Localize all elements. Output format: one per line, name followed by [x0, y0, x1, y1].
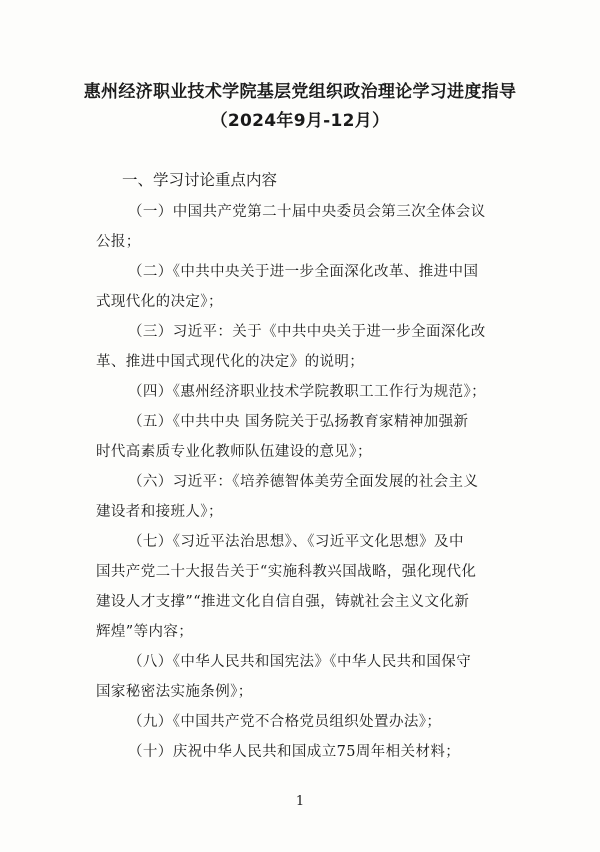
list-item: （一）中国共产党第二十届中央委员会第三次全体会议 [128, 204, 486, 220]
list-item: （二）《中共中央关于进一步全面深化改革、推进中国 [128, 264, 479, 280]
list-item-continuation: 国共产党二十大报告关于“实施科教兴国战略，强化现代化 [96, 564, 477, 580]
list-item-continuation: 国家秘密法实施条例》； [96, 684, 253, 700]
list-item: （九）《中国共产党不合格党员组织处置办法》； [128, 714, 442, 730]
list-item-continuation: 辉煌”等内容； [96, 624, 194, 640]
document-title: 惠州经济职业技术学院基层党组织政治理论学习进度指导 [83, 82, 517, 102]
list-item: （七）《习近平法治思想》、《习近平文化思想》及中 [128, 534, 464, 550]
list-item: （四）《惠州经济职业技术学院教职工工作行为规范》； [128, 384, 486, 400]
section-heading: 一、学习讨论重点内容 [122, 171, 278, 189]
list-item: （三）习近平：关于《中共中央关于进一步全面深化改 [128, 324, 486, 340]
list-item-continuation: 时代高素质专业化教师队伍建设的意见》； [96, 444, 372, 460]
list-item: （十）庆祝中华人民共和国成立75周年相关材料； [128, 744, 461, 760]
list-item-continuation: 式现代化的决定》； [96, 294, 223, 310]
list-item-continuation: 公报； [96, 234, 141, 250]
list-item: （六）习近平：《培养德智体美劳全面发展的社会主义 [128, 474, 479, 490]
document-subtitle: （2024年9月-12月） [210, 111, 390, 131]
list-item-continuation: 建设者和接班人》； [96, 504, 223, 520]
page-number: 1 [295, 794, 305, 809]
list-item: （八）《中华人民共和国宪法》《中华人民共和国保守 [128, 654, 472, 670]
list-item-continuation: 建设人才支撑”“推进文化自信自强，铸就社会主义文化新 [96, 594, 470, 610]
list-item-continuation: 革、推进中国式现代化的决定》的说明； [96, 354, 365, 370]
list-item: （五）《中共中央 国务院关于弘扬教育家精神加强新 [128, 414, 469, 430]
